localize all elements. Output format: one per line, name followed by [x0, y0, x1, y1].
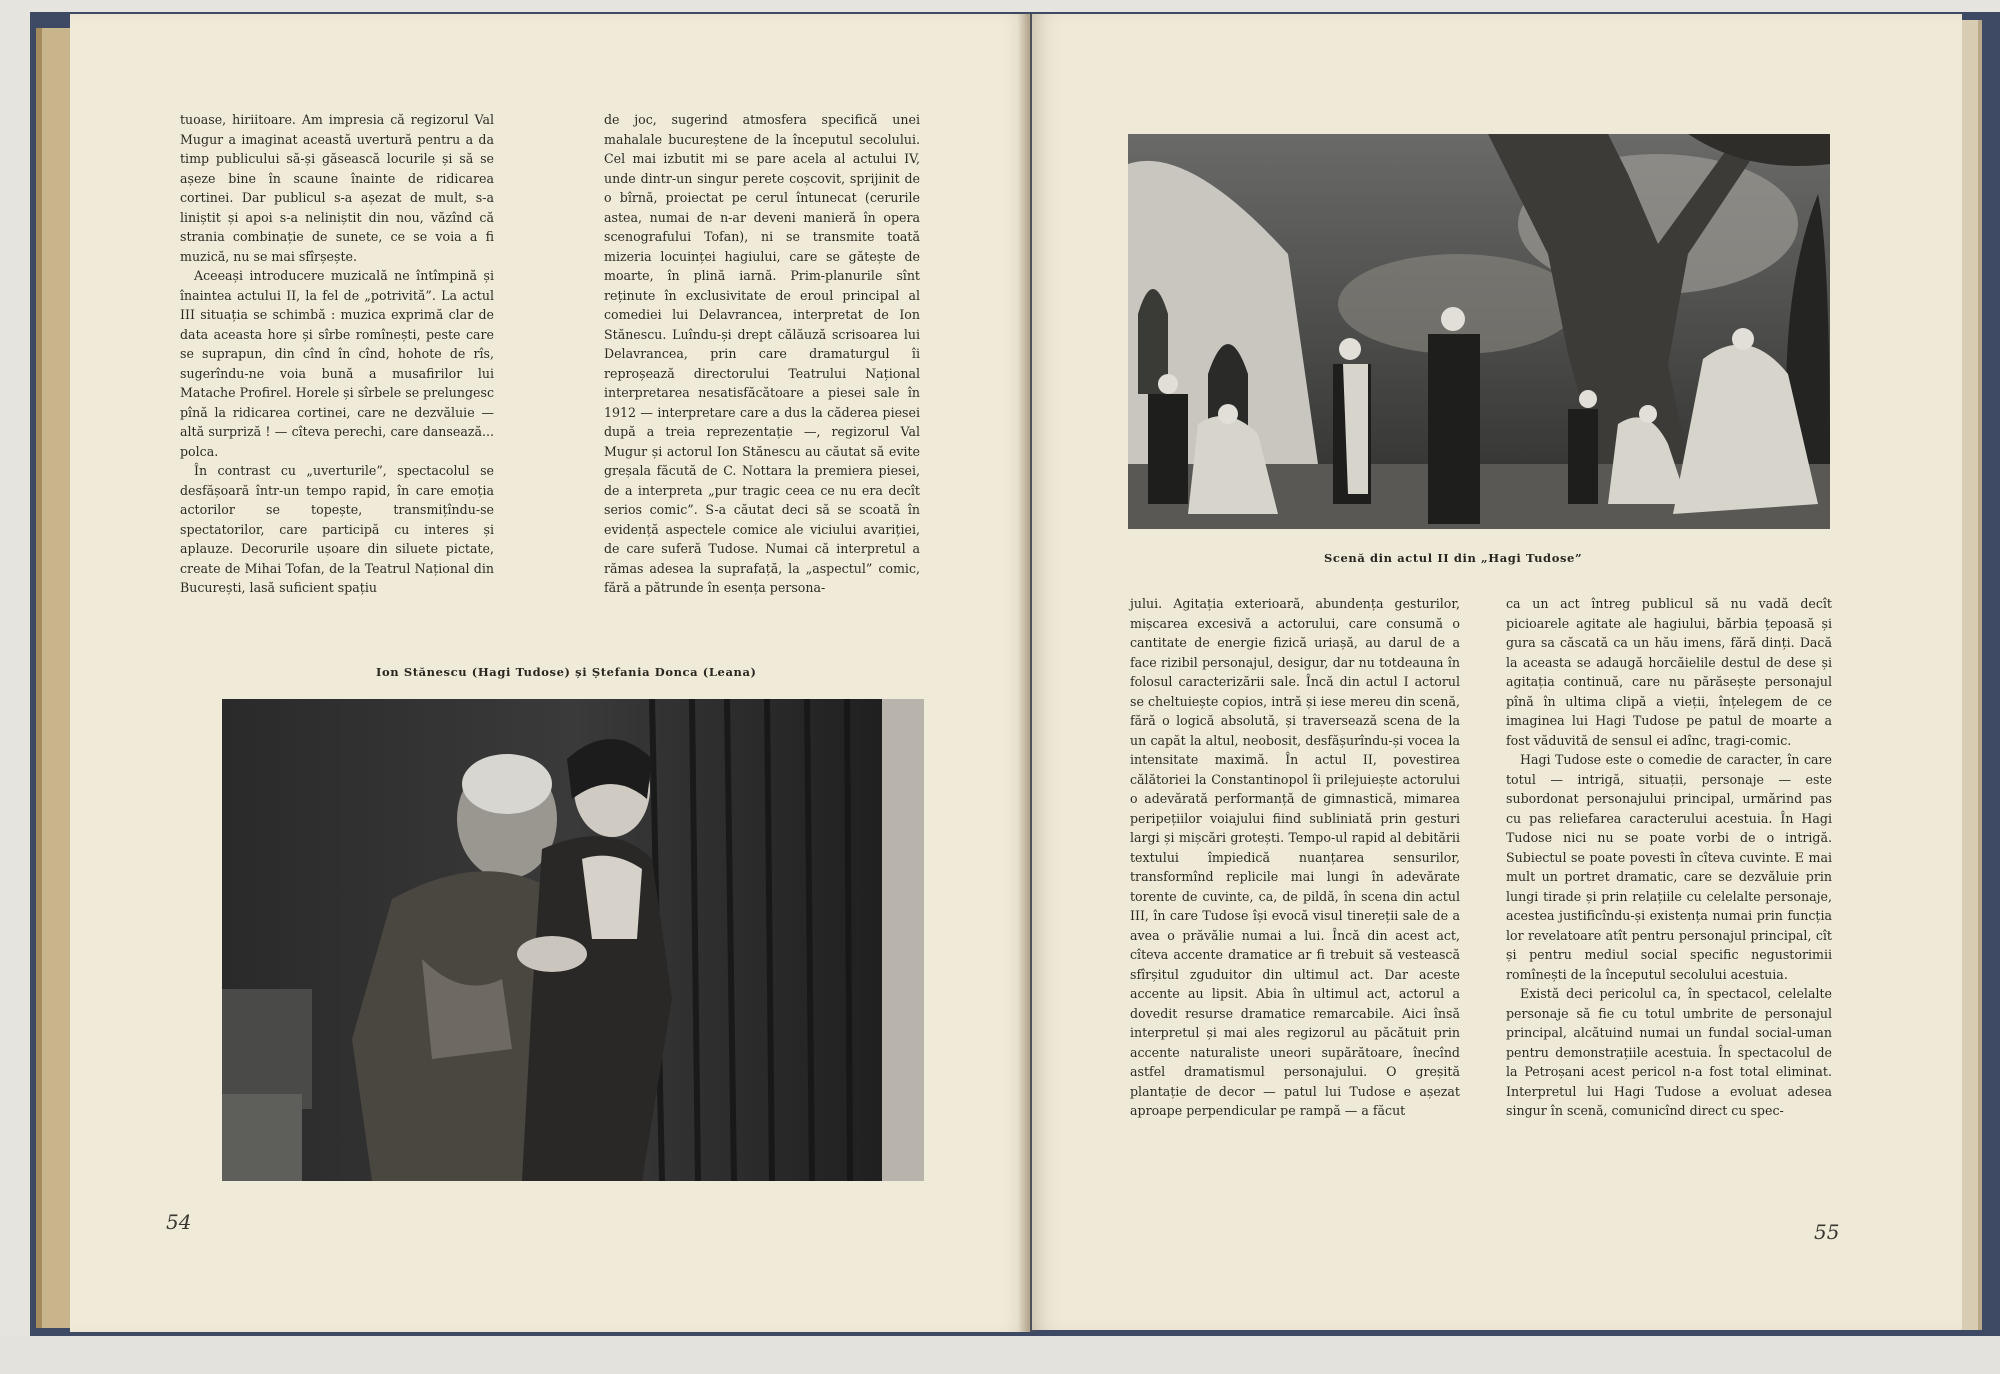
- page-number: 54: [166, 1210, 192, 1234]
- left-page-column-1: [180, 110, 494, 598]
- paragraph: tuoase, hiriitoare. Am impresia că regizorul Val Mugur a imaginat această uvertură pentru a da timp publicului să-și găsească locurile și să se așeze bine în scaune înainte de ridicarea cortinei. Dar publicul s-a așezat de mult, s-a liniștit și apoi s-a neliniștit din nou, văzînd că strania combinație de sunete, ce se voia a fi muzică, nu se mai sfîrșește.: [180, 112, 494, 264]
- paragraph: ca un act întreg publicul să nu vadă decît picioarele agitate ale hagiului, bărbia țepoasă și gura sa căscată ca un hău imens, fără dinți. Dacă la aceasta se adaugă horcăielile destul de dese și agitația continuă, care nu părăsește personajul pînă în ultima clipă a vieții, înțelegem de ce imaginea lui Hagi Tudose pe patul de moarte a fost văduvită de sensul ei adînc, tragi-comic.: [1506, 596, 1832, 748]
- right-page: [1032, 14, 1962, 1330]
- left-page: [70, 14, 1030, 1332]
- left-page-column-2: [604, 110, 920, 598]
- photo-stage-scene-act-2: [1128, 134, 1830, 529]
- paragraph: În contrast cu „uverturile”, spectacolul se desfășoară într-un tempo rapid, în care emoția actorilor se topește, transmițîndu-se spectatorilor, care participă cu interes și aplauze. Decorurile ușoare din siluete pictate, create de Mihai Tofan, de la Teatrul Național din București, lasă suficient spațiu: [180, 463, 494, 595]
- paragraph: de joc, sugerind atmosfera specifică unei mahalale bucureștene de la începutul secolului. Cel mai izbutit mi se pare acela al actului IV, unde dintr-un singur perete coșcovit, sprijinit de o bîrnă, proiectat pe cerul întunecat (cerurile astea, numai de n-ar deveni manieră în opera scenografului Tofan), ni se transmite toată mizeria locuinței hagiului, care se gătește de moarte, în plină iarnă. Prim-planurile sînt reținute în exclusivitate de eroul principal al comediei lui Delavrancea, interpretat de Ion Stănescu. Luîndu-și drept călăuză scrisoarea lui Delavrancea, prin care dramaturgul îi reproșează directorului Teatrului Național interpretarea nesatisfăcătoare a piesei sale în 1912 — interpretare care a dus la căderea piesei după a treia reprezentație —, regizorul Val Mugur și actorul Ion Stănescu au căutat să evite greșala făcută de C. Nottara la premiera piesei, de a interpreta „pur tragic ceea ce nu era decît serios comic”. S-a căutat deci să se scoată în evidență aspectele comice ale viciului avariției, de care suferă Tudose. Numai că interpretul a rămas adesea la suprafață, la „aspectul” comic, fără a pătrunde în esența persona-: [604, 112, 920, 595]
- photo-caption: Scenă din actul II din „Hagi Tudose”: [1324, 551, 1583, 565]
- paragraph: jului. Agitația exterioară, abundența gesturilor, mișcarea excesivă a actorului, care consumă o cantitate de energie fizică uriașă, au darul de a face rizibil personajul, desigur, dar nu totdeauna în folosul caracterizării sale. Încă din actul I actorul se cheltuiește copios, intră și iese mereu din scenă, fără o logică absolută, și traversează scena de la un capăt la altul, neobosit, desfășurîndu-și vocea la intensitate maximă. În actul II, povestirea călătoriei la Constantinopol îi prilejuiește actorului o adevărată performanță de gimnastică, mimarea peripețiilor voiajului fiind subliniată prin gesturi largi și mișcări grotești. Tempo-ul rapid al debitării textului împiedică nuanțarea sensurilor, transformînd replicile mai lungi în adevărate torente de cuvinte, ca, de pildă, în scena din actul III, în care Tudose își evocă visul tinereții sale de a avea o prăvălie numai a lui. Încă din acest act, cîteva accente dramatice ar fi trebuit să vestească sfîrșitul zguduitor din ultimul act. Dar aceste accente au lipsit. Abia în ultimul act, actorul a dovedit resurse dramatice remarcabile. Aici însă interpretul și mai ales regizorul au păcătuit prin accente naturaliste uneori supărătoare, înecînd astfel dramatismul personajului. O greșită plantație de decor — patul lui Tudose e așezat aproape perpendicular pe rampă — a făcut: [1130, 596, 1460, 1118]
- paragraph: Aceeași introducere muzicală ne întîmpină și înaintea actului II, la fel de „potrivită”. La actul III situația se schimbă : muzica exprimă clar de data aceasta hore și sîrbe romînești, peste care se suprapun, din cînd în cînd, hohote de rîs, sugerîndu-ne voia bună a musafirilor lui Matache Profirel. Horele și sîrbele se prelungesc pînă la ridicarea cortinei, care ne dezvăluie — altă surpriză ! — cîteva perechi, care dansează... polca.: [180, 268, 494, 459]
- right-page-column-2: [1506, 594, 1832, 1121]
- right-page-column-1: [1130, 594, 1460, 1121]
- scan-background-left: [0, 0, 30, 1374]
- scan-background-bottom: [0, 1336, 2000, 1374]
- photo-caption: Ion Stănescu (Hagi Tudose) și Ștefania Donca (Leana): [376, 665, 757, 679]
- paragraph: Hagi Tudose este o comedie de caracter, în care totul — intrigă, situații, personaje — este subordonat personajului principal, urmărind pas cu pas reliefarea caracterului acestuia. În Hagi Tudose nici nu se poate vorbi de o intrigă. Subiectul se poate povesti în cîteva cuvinte. E mai mult un portret dramatic, care se dezvăluie prin lungi tirade și prin relațiile cu celelalte personaje, acestea justificîndu-și existența numai prin funcția lor revelatoare atît pentru personajul principal, cît și pentru mediul social specific negustorimii romînești de la începutul secolului acestuia.: [1506, 752, 1832, 982]
- scan-background-top: [0, 0, 2000, 12]
- paragraph: Există deci pericolul ca, în spectacol, celelalte personaje să fie cu totul umbrite de personajul principal, alcătuind numai un fundal social-uman pentru demonstrațiile acestuia. În spectacolul de la Petroșani acest pericol n-a fost total eliminat. Interpretul lui Hagi Tudose a evoluat adesea singur în scenă, comunicînd direct cu spec-: [1506, 986, 1832, 1118]
- photo-hagi-tudose-and-leana: [222, 699, 924, 1181]
- page-number: 55: [1814, 1220, 1840, 1244]
